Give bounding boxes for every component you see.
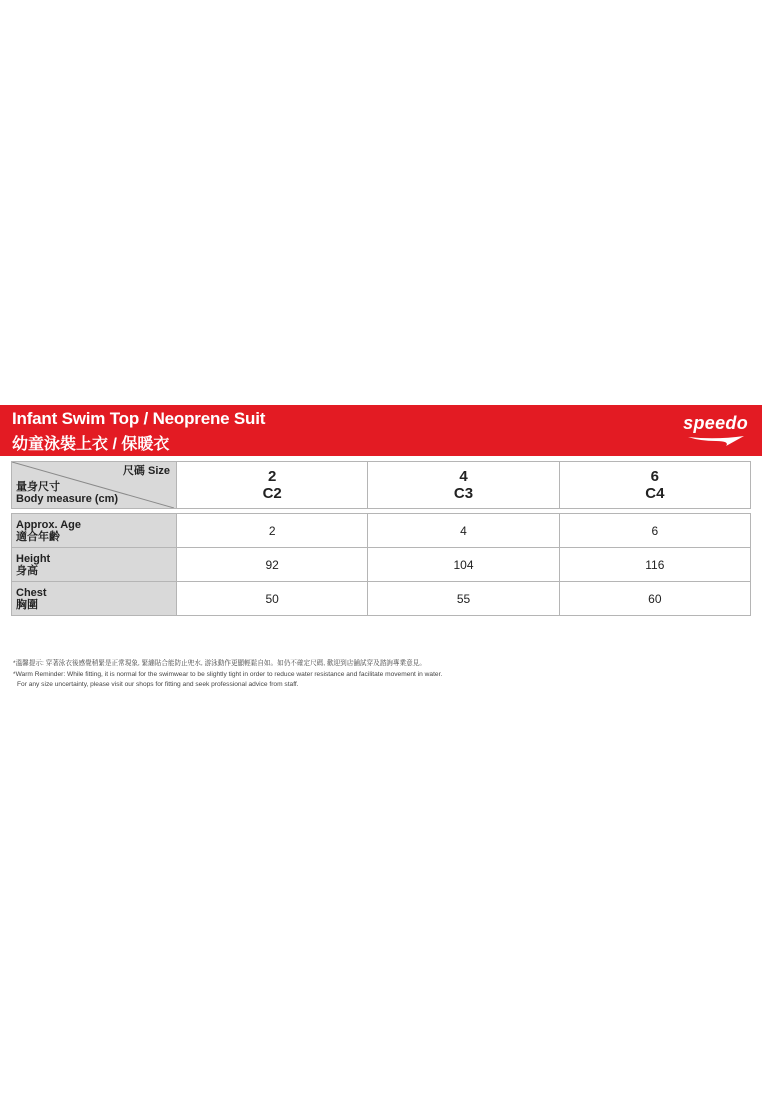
size-code: C3 (453, 485, 474, 502)
size-column-header (368, 462, 559, 509)
row-label-zh: 胸圍 (16, 598, 38, 611)
table-cell: 55 (368, 582, 559, 616)
table-row-chest (12, 582, 751, 616)
table-row-height (12, 548, 751, 582)
fitting-notes (13, 659, 442, 691)
body-measure-label (16, 481, 118, 505)
note-english-1: *Warm Reminder: While fitting, it is normal for the swimwear to be slightly tight in order to reduce water resistance and facilitate movement in water. (13, 670, 443, 678)
row-label-en: Height (16, 552, 51, 565)
table-cell: 92 (177, 548, 368, 582)
title-english: Infant Swim Top / Neoprene Suit (12, 409, 266, 428)
note-english-2: For any size uncertainty, please visit our shops for fitting and seek professional advice from staff. (17, 681, 299, 688)
brand-wordmark: speedo (683, 413, 748, 433)
size-code: C4 (645, 485, 665, 502)
table-cell: 104 (368, 548, 559, 582)
body-measure-zh: 量身尺寸 (16, 481, 60, 493)
table-cell: 4 (368, 514, 559, 548)
table-cell: 116 (559, 548, 750, 582)
size-column-header (559, 462, 750, 509)
title-chinese: 幼童泳裝上衣 / 保暖衣 (12, 436, 170, 453)
table-cell: 2 (177, 514, 368, 548)
size-number: 6 (650, 468, 659, 485)
boomerang-icon (686, 435, 746, 447)
note-chinese: *溫馨提示: 穿著泳衣後感覺稍緊是正常現象, 緊繃貼合能防止兜水, 游泳動作更顯輕鬆自如。如仍不確定尺碼, 歡迎到店舖試穿及諮詢專業意見。 (13, 660, 426, 667)
row-label-en: Approx. Age (16, 518, 81, 531)
row-label-en: Chest (16, 586, 47, 599)
row-label (12, 514, 177, 548)
size-column-header (177, 462, 368, 509)
table-cell: 50 (177, 582, 368, 616)
body-measure-en: Body measure (cm) (16, 493, 119, 505)
table-header-row (12, 462, 751, 509)
row-label-zh: 身高 (16, 564, 38, 577)
corner-cell (12, 462, 177, 509)
size-number: 2 (267, 468, 277, 485)
speedo-logo (674, 411, 750, 449)
title-banner (0, 405, 762, 456)
size-number: 4 (459, 468, 468, 485)
table-cell: 6 (559, 514, 750, 548)
table-row-age (12, 514, 751, 548)
size-code: C2 (262, 485, 282, 502)
row-label (12, 548, 177, 582)
row-label-zh: 適合年齡 (16, 530, 60, 543)
table-cell: 60 (559, 582, 750, 616)
size-header-label: 尺碼 Size (122, 465, 170, 477)
row-label (12, 582, 177, 616)
size-chart-table (11, 461, 751, 616)
